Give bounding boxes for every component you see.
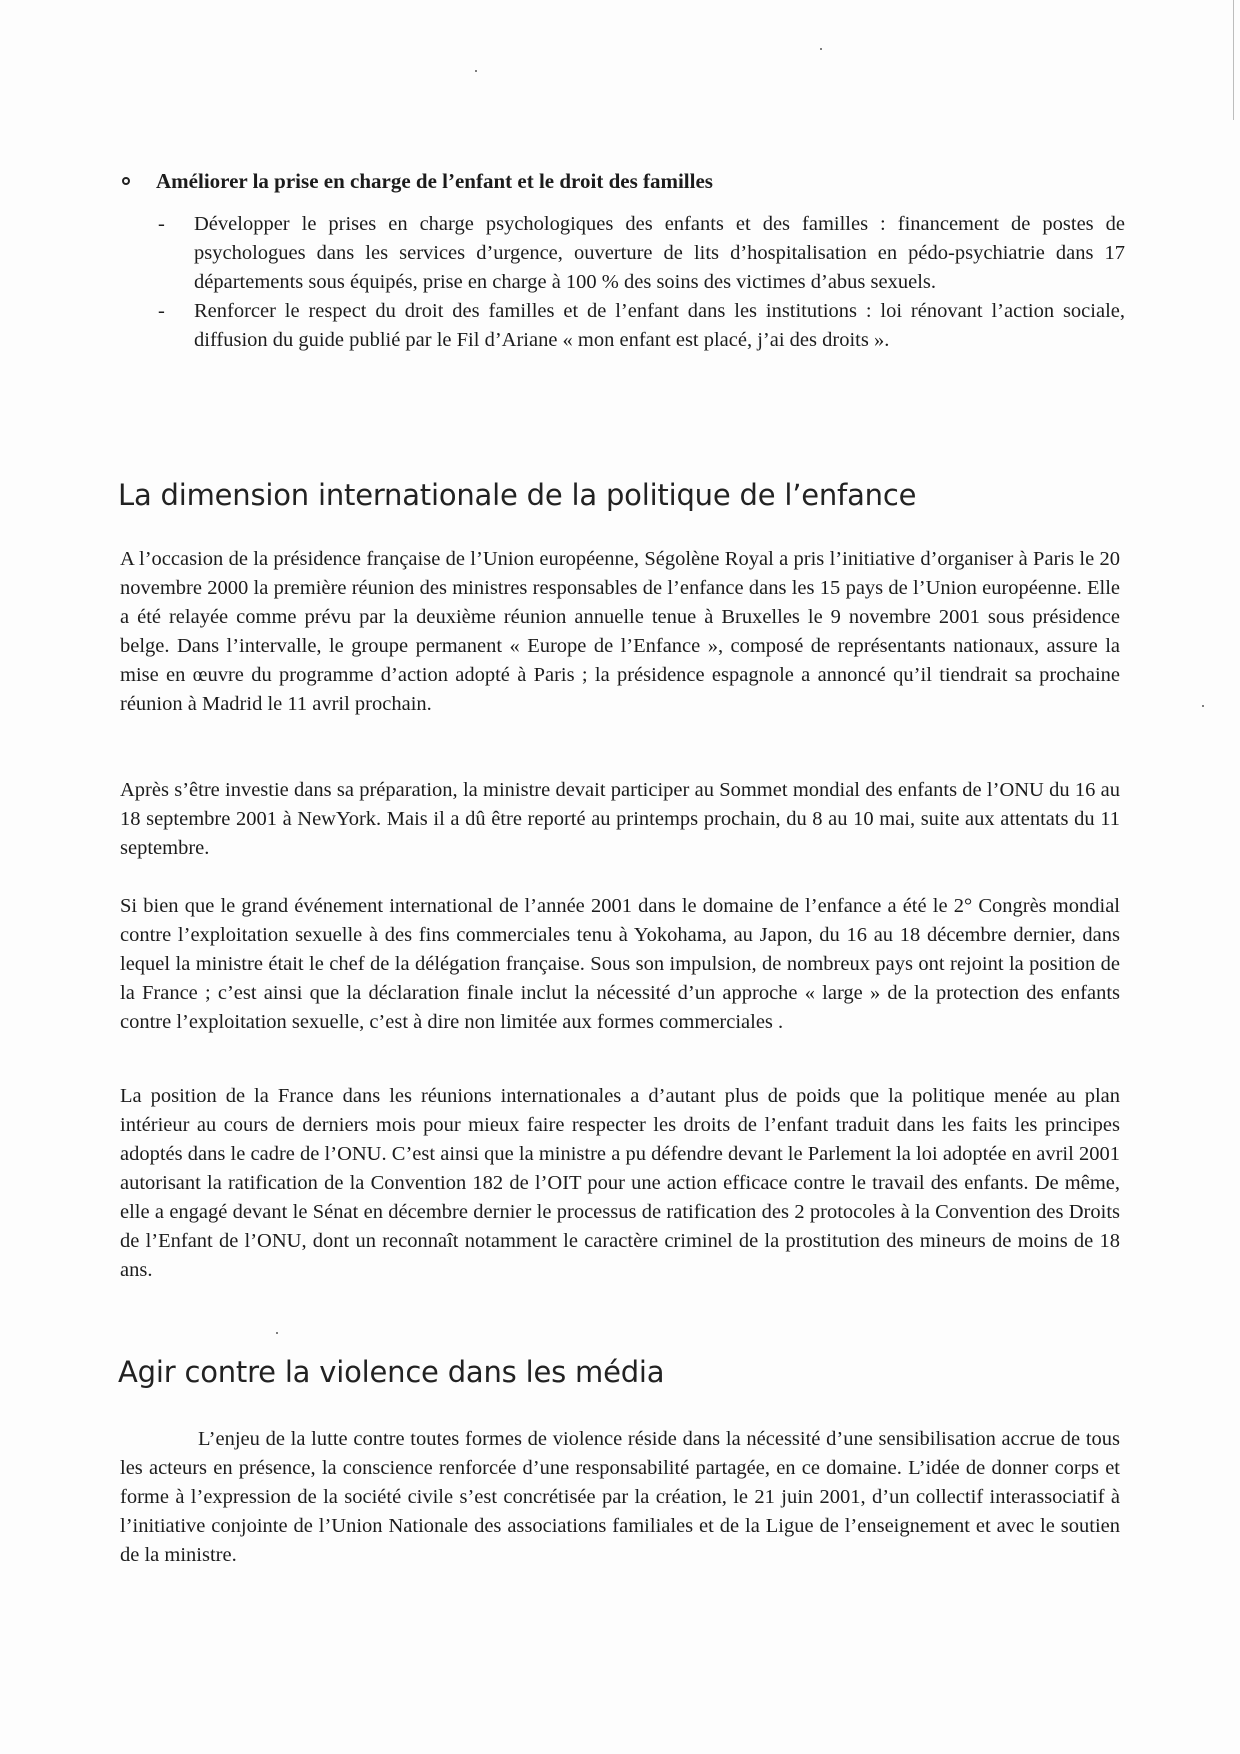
list-item-text: Développer le prises en charge psychologiques des enfants et des familles : financement de postes de psychologues dans les services d’urgence, ouverture de lits d’hospitalisation en pédo-psychiatrie dans 17 départements sous équipés, prise en charge à 100 % des soins des victimes d’abus sexuels. xyxy=(194,213,1125,293)
dash-icon: - xyxy=(158,213,165,235)
scan-speck xyxy=(475,70,477,72)
bullet-circle-icon xyxy=(122,177,130,185)
bullet-title-row xyxy=(120,166,1120,196)
list-item xyxy=(120,210,1125,297)
section-heading-media: Agir contre la violence dans les média xyxy=(118,1355,665,1389)
bullet-section xyxy=(120,166,1125,355)
list-item xyxy=(120,297,1125,355)
paragraph: La position de la France dans les réunions internationales a d’autant plus de poids que la politique menée au plan intérieur au cours de derniers mois pour mieux faire respecter les droits de l’enfant traduit dans les faits les principes adoptés dans le cadre de l’ONU. C’est ainsi que la ministre a pu défendre devant le Parlement la loi adoptée en avril 2001 autorisant la ratification de la Convention 182 de l’OIT pour une action efficace contre le travail des enfants. De même, elle a engagé devant le Sénat en décembre dernier le processus de ratification des 2 protocoles à la Convention des Droits de l’Enfant de l’ONU, dont un reconnaît notamment le caractère criminel de la prostitution des mineurs de moins de 18 ans. xyxy=(120,1085,1120,1281)
paragraph: Après s’être investie dans sa préparation, la ministre devait participer au Sommet mondial des enfants de l’ONU du 16 au 18 septembre 2001 à NewYork. Mais il a dû être reporté au printemps prochain, du 8 au 10 mai, suite aux attentats du 11 septembre. xyxy=(120,779,1120,859)
section-heading-international: La dimension internationale de la politique de l’enfance xyxy=(118,478,917,512)
paragraph: L’enjeu de la lutte contre toutes formes de violence réside dans la nécessité d’une sensibilisation accrue de tous les acteurs en présence, la conscience renforcée d’une responsabilité partagée, en ce domaine. L’idée de donner corps et forme à l’expression de la société civile s’est concrétisée par la création, le 21 juin 2001, d’un collectif interassociatif à l’initiative conjointe de l’Union Nationale des associations familiales et de la Ligue de l’enseignement et avec le soutien de la ministre. xyxy=(120,1428,1120,1566)
list-item-text: Renforcer le respect du droit des familles et de l’enfant dans les institutions : loi rénovant l’action sociale, diffusion du guide publié par le Fil d’Ariane « mon enfant est placé, j’ai des droits ». xyxy=(194,300,1125,351)
dash-icon: - xyxy=(158,300,165,322)
paragraph: A l’occasion de la présidence française de l’Union européenne, Ségolène Royal a pris l’initiative d’organiser à Paris le 20 novembre 2000 la première réunion des ministres responsables de l’enfance dans les 15 pays de l’Union européenne. Elle a été relayée comme prévu par la deuxième réunion annuelle tenue à Bruxelles le 9 novembre 2001 sous présidence belge. Dans l’intervalle, le groupe permanent « Europe de l’Enfance », composé de représentants nationaux, assure la mise en œuvre du programme d’action adopté à Paris ; la présidence espagnole a annoncé qu’il tiendrait sa prochaine réunion à Madrid le 11 avril prochain. xyxy=(120,548,1120,715)
scan-speck xyxy=(276,1332,278,1334)
bullet-title: Améliorer la prise en charge de l’enfant et le droit des familles xyxy=(156,169,713,193)
scan-speck xyxy=(1202,705,1204,707)
scan-speck xyxy=(820,48,822,50)
paragraph: Si bien que le grand événement international de l’année 2001 dans le domaine de l’enfance a été le 2° Congrès mondial contre l’exploitation sexuelle à des fins commerciales tenu à Yokohama, au Japon, du 16 au 18 décembre dernier, dans lequel la ministre était le chef de la délégation française. Sous son impulsion, de nombreux pays ont rejoint la position de la France ; c’est ainsi que la déclaration finale inclut la nécessité d’un approche « large » de la protection des enfants contre l’exploitation sexuelle, c’est à dire non limitée aux formes commerciales . xyxy=(120,895,1120,1033)
dash-list xyxy=(120,210,1125,355)
scan-edge-line xyxy=(1233,0,1234,120)
